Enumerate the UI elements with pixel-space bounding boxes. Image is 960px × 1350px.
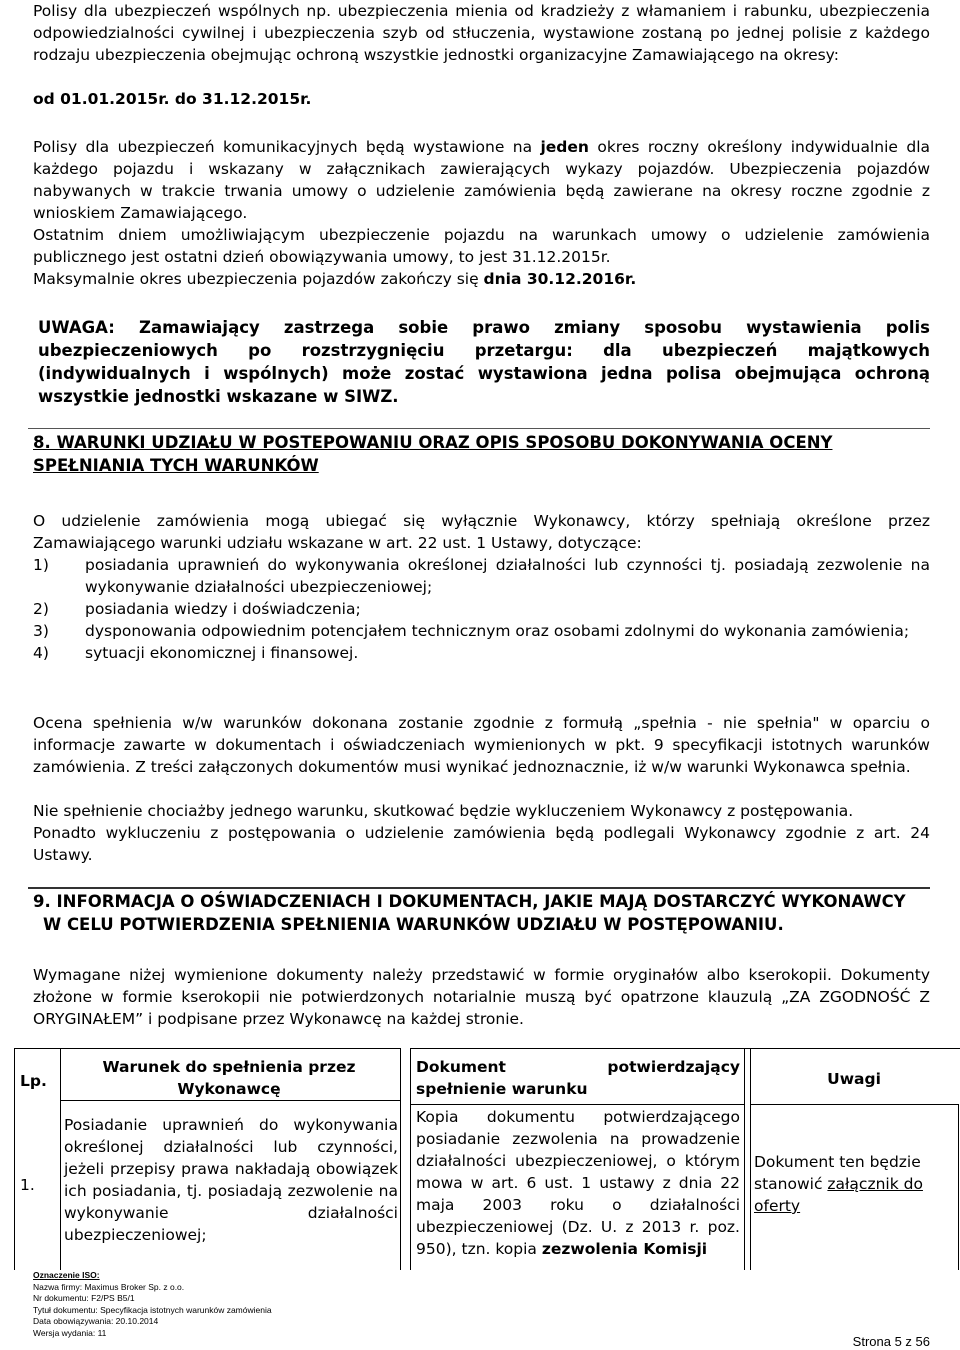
- list-item: [33, 642, 930, 664]
- page-number: Strona 5 z 56: [852, 1334, 930, 1349]
- max-period-date: dnia 30.12.2016r.: [483, 270, 637, 288]
- section-8-heading-line2: SPEŁNIANIA TYCH WARUNKÓW: [33, 456, 319, 475]
- table-border: [14, 1048, 400, 1049]
- list-item-number: 2): [33, 600, 49, 618]
- list-item-text: posiadania uprawnień do wykonywania określonej działalności lub czynności tj. posiadają zezwolenie na wykonywanie działalności ubezpieczeniowej;: [85, 556, 930, 596]
- exclusion-paragraph: Nie spełnienie chociażby jednego warunku, skutkować będzie wykluczeniem Wykonawcy z postępowania.: [33, 802, 854, 820]
- section-9-heading-line1: 9. INFORMACJA O OŚWIADCZENIACH I DOKUMENTACH, JAKIE MAJĄ DOSTARCZYĆ WYKONAWCY: [33, 892, 906, 911]
- table-border: [958, 1104, 959, 1270]
- row1-condition: Posiadanie uprawnień do wykonywania określonej działalności lub czynności, jeżeli przepisy prawa nakładają obowiązek ich posiadania, tj. posiadają zezwolenie na wykonywanie działalności ubezpieczeniowej;: [64, 1116, 398, 1244]
- row1-notes: [754, 1151, 934, 1217]
- table-border: [410, 1048, 960, 1049]
- list-item-text: sytuacji ekonomicznej i finansowej.: [85, 644, 359, 662]
- row1-document-text: Kopia dokumentu potwierdzającego posiadanie zezwolenia na prowadzenie działalności ubezpieczeniowej, o którym mowa w art. 6 ust. 1 ustawy z dnia 22 maja 2003 roku o działalności ubezpieczeniowej (Dz. U. z 2013 r. poz. 950), tzn. kopia: [416, 1108, 740, 1258]
- insurance-period: od 01.01.2015r. do 31.12.2015r.: [33, 90, 312, 108]
- section-9-rule: [28, 887, 930, 889]
- table-border: [60, 1100, 400, 1101]
- table-border: [14, 1048, 15, 1270]
- footer-doc-title: Tytuł dokumentu: Specyfikacja istotnych warunków zamówienia: [33, 1304, 272, 1315]
- footer-issue-date: Data obowiązywania: 20.10.2014: [33, 1316, 159, 1326]
- header-condition: Warunek do spełnienia przez Wykonawcę: [102, 1058, 356, 1098]
- section-8-heading: [33, 431, 930, 477]
- table-border: [410, 1048, 411, 1270]
- vehicle-policies-paragraph: [33, 136, 930, 224]
- row1-lp: 1.: [20, 1176, 35, 1194]
- documents-table: [14, 1048, 960, 1268]
- table-border: [400, 1048, 401, 1270]
- section-8-heading-line1: 8. WARUNKI UDZIAŁU W POSTEPOWANIU ORAZ OPIS SPOSOBU DOKONYWANIA OCENY: [33, 433, 833, 452]
- vehicle-policies-text: Polisy dla ubezpieczeń komunikacyjnych będą wystawione na: [33, 138, 541, 156]
- list-item-number: 3): [33, 622, 49, 640]
- row1-notes-attachment: załącznik do oferty: [754, 1175, 923, 1215]
- vehicle-policies-emphasis: jeden: [540, 138, 589, 156]
- footer-doc-number: Nr dokumentu: F2/PS B5/1: [33, 1293, 135, 1303]
- list-item-number: 4): [33, 644, 49, 662]
- list-item: [33, 598, 930, 620]
- conditions-list: [33, 554, 930, 664]
- warning-note: UWAGA: Zamawiający zastrzega sobie prawo zmiany sposobu wystawienia polis ubezpieczeniowych po rozstrzygnięciu przetargu: dla ubezpieczeń majątkowych (indywidualnych i wspólnych) może zostać wystawiona jedna polisa obejmująca ochroną wszystkie jednostki wskazane w SIWZ.: [38, 318, 930, 406]
- footer-company: Nazwa firmy: Maximus Broker Sp. z o.o.: [33, 1281, 185, 1292]
- table-border: [750, 1048, 751, 1270]
- row1-document: [416, 1106, 740, 1260]
- header-lp: Lp.: [20, 1072, 47, 1090]
- list-item-number: 1): [33, 556, 49, 574]
- list-item: [33, 620, 930, 642]
- list-item: [33, 554, 930, 598]
- header-notes: Uwagi: [827, 1070, 881, 1088]
- row1-notes-text: Dokument ten będzie stanowić: [754, 1153, 921, 1193]
- table-border: [750, 1104, 958, 1105]
- section-8-intro: O udzielenie zamówienia mogą ubiegać się wyłącznie Wykonawcy, którzy spełniają określone przez Zamawiającego warunki udziału wskazane w art. 22 ust. 1 Ustawy, dotyczące:: [33, 512, 930, 552]
- table-border: [410, 1104, 744, 1105]
- consequence-paragraph: Ponadto wykluczeniu z postępowania o udzielenie zamówienia będą podlegali Wykonawcy zgodnie z art. 24 Ustawy.: [33, 824, 930, 864]
- max-period-paragraph: [33, 268, 930, 290]
- list-item-text: dysponowania odpowiednim potencjałem technicznym oraz osobami zdolnymi do wykonania zamówienia;: [85, 622, 910, 640]
- header-document-line2: spełnienie warunku: [416, 1080, 588, 1098]
- intro-text: Polisy dla ubezpieczeń wspólnych np. ubezpieczenia mienia od kradzieży z włamaniem i rabunku, ubezpieczenia odpowiedzialności cywilnej i ubezpieczenia szyb od stłuczenia, wystawione zostaną po jednej polisie z każdego rodzaju ubezpieczenia obejmując ochroną wszystkie jednostki organizacyjne Zamawiającego na okresy:: [33, 2, 930, 64]
- row1-document-emphasis: zezwolenia Komisji: [541, 1240, 708, 1258]
- footer-version: Wersja wydania: 11: [33, 1327, 107, 1338]
- intro-paragraph: [33, 0, 930, 66]
- vehicle-policies-text-cont: okres roczny określony indywidualnie dla każdego pojazdu i wskazany w załącznikach zawierających wykazy pojazdów. Ubezpieczenia pojazdów nabywanych w trakcie trwania umowy o udzielenie zamówienia będą zawierane na okresy roczne zgodnie z wnioskiem Zamawiającego.: [33, 138, 931, 222]
- header-document-word1: Dokument: [416, 1058, 506, 1076]
- section-9-heading-line2: W CELU POTWIERDZENIA SPEŁNIENIA WARUNKÓW UDZIAŁU W POSTĘPOWANIU.: [43, 915, 784, 934]
- assessment-paragraph: Ocena spełnienia w/w warunków dokonana zostanie zgodnie z formułą „spełnia - nie spełnia" w oparciu o informacje zawarte w dokumentach i oświadczeniach wymienionych w pkt. 9 specyfikacji istotnych warunków zamówienia. Z treści załączonych dokumentów musi wynikać jednoznacznie, iż w/w warunki Wykonawca spełnia.: [33, 714, 930, 776]
- max-period-text: Maksymalnie okres ubezpieczenia pojazdów zakończy się: [33, 270, 484, 288]
- section-9-intro: Wymagane niżej wymienione dokumenty należy przedstawić w formie oryginałów albo kserokopii. Dokumenty złożone w formie kserokopii nie potwierdzonych notarialnie muszą być opatrzone klauzulą „ZA ZGODNOŚĆ Z ORYGINAŁEM” i podpisane przez Wykonawcę na każdej stronie.: [33, 966, 930, 1028]
- iso-footer: [33, 1270, 272, 1339]
- section-9-heading: [33, 890, 930, 936]
- footer-label: Oznaczenie ISO:: [33, 1270, 100, 1280]
- section-8-rule: [28, 428, 930, 429]
- last-day-paragraph: Ostatnim dniem umożliwiającym ubezpieczenie pojazdu na warunkach umowy o udzielenie zamówienia publicznego jest ostatni dzień obowiązywania umowy, to jest 31.12.2015r.: [33, 226, 930, 266]
- list-item-text: posiadania wiedzy i doświadczenia;: [85, 600, 361, 618]
- table-border: [60, 1048, 61, 1270]
- header-document: [416, 1056, 740, 1100]
- header-document-word2: potwierdzający: [607, 1058, 740, 1076]
- table-border: [744, 1048, 745, 1270]
